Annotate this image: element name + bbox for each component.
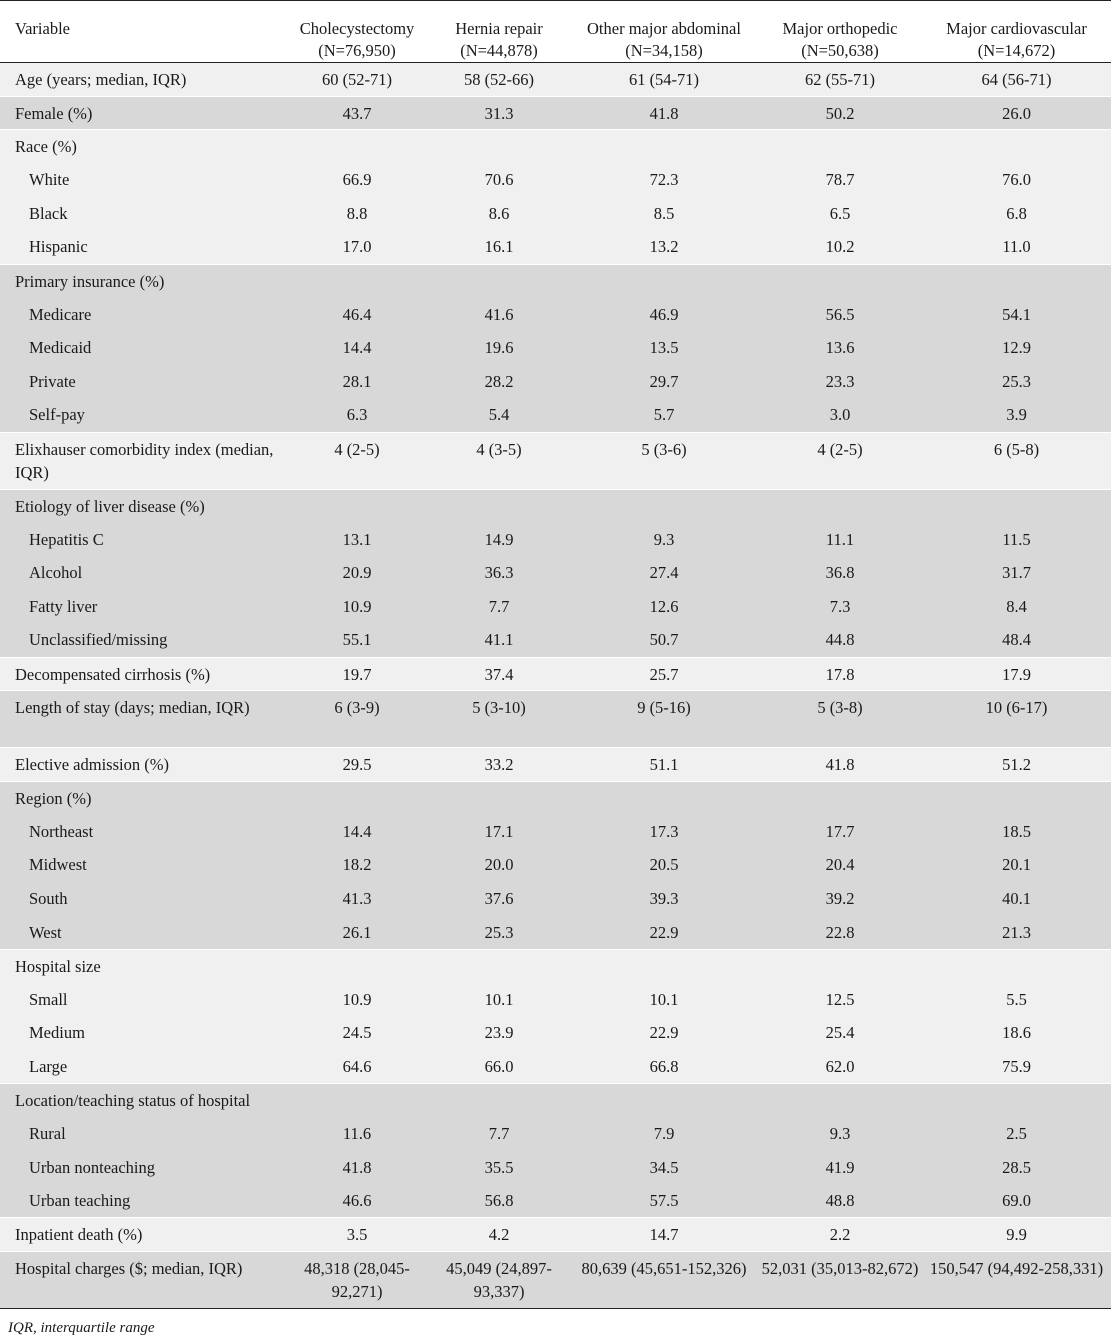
- cell-value: 17.1: [484, 821, 514, 841]
- cell-value: 14.7: [570, 1218, 758, 1252]
- table-subrow: [0, 398, 1111, 432]
- cell-value: 5.5: [1006, 989, 1027, 1009]
- row-label: Rural: [29, 1124, 66, 1144]
- cell-value: 29.5: [286, 748, 428, 782]
- cell-value: 5 (3-6): [570, 432, 758, 489]
- cell-value: [286, 130, 428, 164]
- cell-value: 16.1: [484, 237, 514, 257]
- cell-value: [286, 1084, 428, 1118]
- cell-value: [758, 1084, 922, 1118]
- cell-value: 6.3: [346, 405, 368, 425]
- cell-value: [570, 489, 758, 523]
- cell-value: 19.7: [286, 657, 428, 691]
- cell-value: 4 (2-5): [758, 432, 922, 489]
- cell-value: 23.9: [484, 1023, 514, 1043]
- cell-value: 10.9: [342, 989, 372, 1009]
- cell-value: 46.4: [342, 304, 372, 324]
- cell-value: 13.1: [342, 529, 372, 549]
- table-header: [0, 1, 1111, 63]
- cell-value: 66.8: [649, 1056, 679, 1076]
- cell-value: 9.3: [653, 529, 675, 549]
- cell-value: 10.1: [649, 989, 679, 1009]
- cell-value: 26.1: [342, 922, 372, 942]
- column-n: (N=14,672): [977, 41, 1056, 60]
- cell-value: 62.0: [825, 1056, 855, 1076]
- cell-value: [758, 130, 922, 164]
- cell-value: 18.2: [342, 855, 372, 875]
- cell-value: [286, 489, 428, 523]
- row-label: Elective admission (%): [0, 748, 286, 782]
- cell-value: 33.2: [428, 748, 570, 782]
- cell-value: 62 (55-71): [804, 70, 876, 89]
- cell-value: 14.4: [342, 821, 372, 841]
- cell-value: 14.4: [342, 338, 372, 358]
- cell-value: 41.8: [342, 1157, 372, 1177]
- cell-value: 11.1: [825, 529, 855, 549]
- cell-value: [922, 781, 1111, 815]
- table-row: [0, 264, 1111, 298]
- cell-value: 7.7: [488, 1124, 510, 1144]
- cell-value: [758, 781, 922, 815]
- row-label: Race (%): [0, 130, 286, 164]
- cell-value: 3.5: [286, 1218, 428, 1252]
- cell-value: 70.6: [484, 170, 514, 190]
- cell-value: 56.5: [825, 304, 855, 324]
- cell-value: 48.8: [825, 1191, 855, 1211]
- cell-value: 2.2: [758, 1218, 922, 1252]
- table-subrow: [0, 623, 1111, 657]
- cell-value: 11.6: [342, 1124, 372, 1144]
- cell-value: 3.9: [1006, 405, 1027, 425]
- cell-value: 34.5: [649, 1157, 679, 1177]
- cell-value: 66.0: [484, 1056, 514, 1076]
- cell-value: 55.1: [342, 630, 372, 650]
- cell-value: 48.4: [1002, 630, 1031, 650]
- column-name: Hernia repair: [455, 19, 543, 38]
- column-n: (N=50,638): [801, 41, 879, 60]
- cell-value: 41.6: [484, 304, 514, 324]
- table-row: [0, 432, 1111, 489]
- table-subrow: [0, 230, 1111, 264]
- cell-value: 11.5: [1002, 529, 1031, 549]
- column-n: (N=34,158): [625, 41, 703, 60]
- cell-value: 57.5: [649, 1191, 679, 1211]
- cell-value: 41.9: [825, 1157, 855, 1177]
- row-label: Length of stay (days; median, IQR): [0, 691, 286, 748]
- row-label: Elixhauser comorbidity index (median, IQR): [0, 432, 286, 489]
- cell-value: 50.2: [758, 96, 922, 130]
- cell-value: 9.3: [829, 1124, 851, 1144]
- cell-value: [922, 264, 1111, 298]
- cell-value: 20.1: [1002, 855, 1031, 875]
- row-label: Alcohol: [29, 563, 83, 583]
- cell-value: 10.1: [484, 989, 514, 1009]
- cell-value: [922, 489, 1111, 523]
- cell-value: [570, 130, 758, 164]
- cell-value: [428, 130, 570, 164]
- row-label: Age (years; median, IQR): [15, 70, 187, 89]
- cell-value: 78.7: [825, 170, 855, 190]
- row-label: West: [29, 922, 62, 942]
- cell-value: 12.5: [825, 989, 855, 1009]
- cell-value: 31.7: [1002, 563, 1031, 583]
- table-subrow: [0, 1117, 1111, 1151]
- cell-value: 22.9: [649, 922, 679, 942]
- cell-value: 51.1: [570, 748, 758, 782]
- cell-value: 20.0: [484, 855, 514, 875]
- cell-value: 6 (5-8): [922, 432, 1111, 489]
- cell-value: 13.2: [649, 237, 679, 257]
- cell-value: [428, 949, 570, 983]
- cell-value: 29.7: [649, 371, 679, 391]
- row-label: Hispanic: [29, 237, 88, 257]
- cell-value: 5 (3-10): [428, 691, 570, 748]
- row-label: Female (%): [0, 96, 286, 130]
- table-row: [0, 781, 1111, 815]
- cell-value: 64 (56-71): [981, 70, 1052, 89]
- header-variable: Variable: [0, 1, 286, 63]
- cell-value: 48,318 (28,045-92,271): [286, 1252, 428, 1309]
- cell-value: 41.1: [484, 630, 514, 650]
- column-name: Cholecystectomy: [299, 19, 415, 38]
- cell-value: [570, 264, 758, 298]
- cell-value: 25.3: [1002, 371, 1031, 391]
- cell-value: 76.0: [1002, 170, 1031, 190]
- cell-value: 25.4: [825, 1023, 855, 1043]
- cell-value: 37.4: [428, 657, 570, 691]
- cell-value: 6.8: [1006, 203, 1027, 223]
- row-label: Urban teaching: [29, 1191, 131, 1211]
- header-column: [570, 1, 758, 63]
- cell-value: 20.4: [825, 855, 855, 875]
- cell-value: 9.9: [922, 1218, 1111, 1252]
- row-label: Black: [29, 203, 68, 223]
- cell-value: 23.3: [825, 371, 855, 391]
- table-subrow: [0, 1016, 1111, 1050]
- header-column: [922, 1, 1111, 63]
- cell-value: 28.1: [342, 371, 372, 391]
- cell-value: 7.3: [829, 596, 851, 616]
- header-column: [428, 1, 570, 63]
- table-row: [0, 130, 1111, 164]
- row-label: Unclassified/missing: [29, 630, 168, 650]
- cell-value: 6.5: [829, 203, 851, 223]
- cell-value: 3.0: [829, 405, 851, 425]
- cell-value: 39.3: [649, 888, 679, 908]
- cell-value: 61 (54-71): [628, 70, 700, 89]
- table-subrow: [0, 163, 1111, 197]
- cell-value: 36.3: [484, 563, 514, 583]
- cell-value: 46.9: [649, 304, 679, 324]
- table-subrow: [0, 848, 1111, 882]
- table-subrow: [0, 590, 1111, 624]
- cell-value: 12.9: [1002, 338, 1031, 358]
- cell-value: 35.5: [484, 1157, 514, 1177]
- cell-value: 39.2: [825, 888, 855, 908]
- cell-value: 40.1: [1002, 888, 1031, 908]
- table-subrow: [0, 523, 1111, 557]
- table-body: [0, 63, 1111, 1309]
- cell-value: [570, 949, 758, 983]
- table-subrow: [0, 365, 1111, 399]
- cell-value: 44.8: [825, 630, 855, 650]
- cell-value: 45,049 (24,897-93,337): [428, 1252, 570, 1309]
- cell-value: 17.3: [649, 821, 679, 841]
- cell-value: 60 (52-71): [321, 70, 393, 89]
- cell-value: [570, 781, 758, 815]
- cell-value: [286, 949, 428, 983]
- header-column: [758, 1, 922, 63]
- cell-value: 5 (3-8): [758, 691, 922, 748]
- table-subrow: [0, 882, 1111, 916]
- cell-value: 41.3: [342, 888, 372, 908]
- cell-value: 7.7: [488, 596, 510, 616]
- cell-value: 52,031 (35,013-82,672): [758, 1252, 922, 1309]
- cell-value: 41.8: [758, 748, 922, 782]
- cell-value: 4 (3-5): [428, 432, 570, 489]
- column-name: Other major abdominal: [587, 19, 741, 38]
- row-label: South: [29, 888, 68, 908]
- cell-value: 10 (6-17): [922, 691, 1111, 748]
- cell-value: 17.7: [825, 821, 855, 841]
- cell-value: 4.2: [428, 1218, 570, 1252]
- cell-value: 66.9: [342, 170, 372, 190]
- cell-value: 150,547 (94,492-258,331): [922, 1252, 1111, 1309]
- cell-value: 18.5: [1002, 821, 1031, 841]
- cell-value: 14.9: [484, 529, 514, 549]
- table-row: [0, 691, 1111, 748]
- table-row: [0, 96, 1111, 130]
- row-label: Region (%): [0, 781, 286, 815]
- cell-value: 50.7: [649, 630, 679, 650]
- cell-value: 19.6: [484, 338, 514, 358]
- cell-value: 2.5: [1006, 1124, 1027, 1144]
- cell-value: 5.7: [653, 405, 675, 425]
- table-subrow: [0, 331, 1111, 365]
- header-row: [0, 1, 1111, 63]
- footnote: IQR, interquartile range: [8, 1320, 155, 1336]
- table-subrow: [0, 1151, 1111, 1185]
- cell-value: [922, 1084, 1111, 1118]
- cell-value: [922, 130, 1111, 164]
- cell-value: 69.0: [1002, 1191, 1031, 1211]
- table-subrow: [0, 298, 1111, 332]
- row-label: Large: [29, 1056, 68, 1076]
- cell-value: 20.5: [649, 855, 679, 875]
- table-row: [0, 1084, 1111, 1118]
- cell-value: [286, 264, 428, 298]
- row-label: Location/teaching status of hospital: [0, 1084, 286, 1118]
- cell-value: 54.1: [1002, 304, 1031, 324]
- cell-value: 21.3: [1002, 922, 1031, 942]
- cell-value: 43.7: [286, 96, 428, 130]
- cell-value: 27.4: [649, 563, 679, 583]
- table-row: [0, 1218, 1111, 1252]
- cell-value: 4 (2-5): [286, 432, 428, 489]
- cell-value: 9 (5-16): [570, 691, 758, 748]
- cell-value: 41.8: [570, 96, 758, 130]
- cell-value: 20.9: [342, 563, 372, 583]
- cell-value: 5.4: [488, 405, 510, 425]
- cell-value: 28.2: [484, 371, 514, 391]
- cell-value: 46.6: [342, 1191, 372, 1211]
- row-label: Medium: [29, 1023, 85, 1043]
- row-label: Medicare: [29, 304, 92, 324]
- row-label: Fatty liver: [29, 596, 98, 616]
- column-n: (N=76,950): [318, 41, 396, 60]
- cell-value: [428, 1084, 570, 1118]
- cell-value: 17.0: [342, 237, 372, 257]
- table-subrow: [0, 556, 1111, 590]
- row-label: Hospital charges ($; median, IQR): [0, 1252, 286, 1309]
- cell-value: 10.2: [825, 237, 855, 257]
- row-label: Hospital size: [0, 949, 286, 983]
- table-row: [0, 949, 1111, 983]
- row-label: White: [29, 170, 70, 190]
- cell-value: 25.7: [570, 657, 758, 691]
- cell-value: 10.9: [342, 596, 372, 616]
- cell-value: 18.6: [1002, 1023, 1031, 1043]
- row-label: Self-pay: [29, 405, 85, 425]
- table-subrow: [0, 916, 1111, 950]
- column-name: Major orthopedic: [782, 19, 898, 38]
- cell-value: 17.9: [922, 657, 1111, 691]
- row-label: Decompensated cirrhosis (%): [0, 657, 286, 691]
- table-subrow: [0, 1184, 1111, 1218]
- row-label: Northeast: [29, 821, 94, 841]
- cell-value: 13.6: [825, 338, 855, 358]
- cell-value: [922, 949, 1111, 983]
- row-label: Midwest: [29, 855, 87, 875]
- row-label: Medicaid: [29, 338, 92, 358]
- cell-value: 12.6: [649, 596, 679, 616]
- cell-value: 22.9: [649, 1023, 679, 1043]
- cell-value: 72.3: [649, 170, 679, 190]
- table-subrow: [0, 983, 1111, 1017]
- table-row: [0, 1252, 1111, 1309]
- cell-value: 75.9: [1002, 1056, 1031, 1076]
- cell-value: 64.6: [342, 1056, 372, 1076]
- cell-value: 8.6: [488, 203, 510, 223]
- row-label: Primary insurance (%): [0, 264, 286, 298]
- cell-value: 22.8: [825, 922, 855, 942]
- row-label: Urban nonteaching: [29, 1157, 155, 1177]
- cell-value: 31.3: [428, 96, 570, 130]
- cell-value: 7.9: [653, 1124, 675, 1144]
- cell-value: 11.0: [1002, 237, 1031, 257]
- cell-value: [428, 489, 570, 523]
- cell-value: 80,639 (45,651-152,326): [570, 1252, 758, 1309]
- cell-value: 8.8: [346, 203, 368, 223]
- cell-value: 58 (52-66): [463, 70, 535, 89]
- row-label: Small: [29, 989, 68, 1009]
- cell-value: [570, 1084, 758, 1118]
- table-subrow: [0, 197, 1111, 231]
- cell-value: [758, 264, 922, 298]
- header-column: [286, 1, 428, 63]
- table-row: [0, 489, 1111, 523]
- cell-value: 25.3: [484, 922, 514, 942]
- table-subrow: [0, 815, 1111, 849]
- column-name: Major cardiovascular: [946, 19, 1087, 38]
- cell-value: 8.5: [653, 203, 675, 223]
- table-row: [0, 657, 1111, 691]
- cell-value: [428, 781, 570, 815]
- cell-value: 8.4: [1006, 596, 1027, 616]
- row-label: Inpatient death (%): [0, 1218, 286, 1252]
- cell-value: [758, 949, 922, 983]
- cell-value: 13.5: [649, 338, 679, 358]
- cell-value: 6 (3-9): [286, 691, 428, 748]
- row-label: Hepatitis C: [29, 529, 104, 549]
- cell-value: 37.6: [484, 888, 514, 908]
- cell-value: [286, 781, 428, 815]
- column-n: (N=44,878): [460, 41, 538, 60]
- row-label: Etiology of liver disease (%): [0, 489, 286, 523]
- cell-value: [758, 489, 922, 523]
- table-subrow: [0, 1050, 1111, 1084]
- cell-value: 26.0: [922, 96, 1111, 130]
- cell-value: 56.8: [484, 1191, 514, 1211]
- cell-value: 36.8: [825, 563, 855, 583]
- cell-value: 51.2: [922, 748, 1111, 782]
- cell-value: 17.8: [758, 657, 922, 691]
- table-row: [0, 63, 1111, 97]
- cell-value: [428, 264, 570, 298]
- table-row: [0, 748, 1111, 782]
- cell-value: 24.5: [342, 1023, 372, 1043]
- row-label: Private: [29, 371, 76, 391]
- cell-value: 28.5: [1002, 1157, 1031, 1177]
